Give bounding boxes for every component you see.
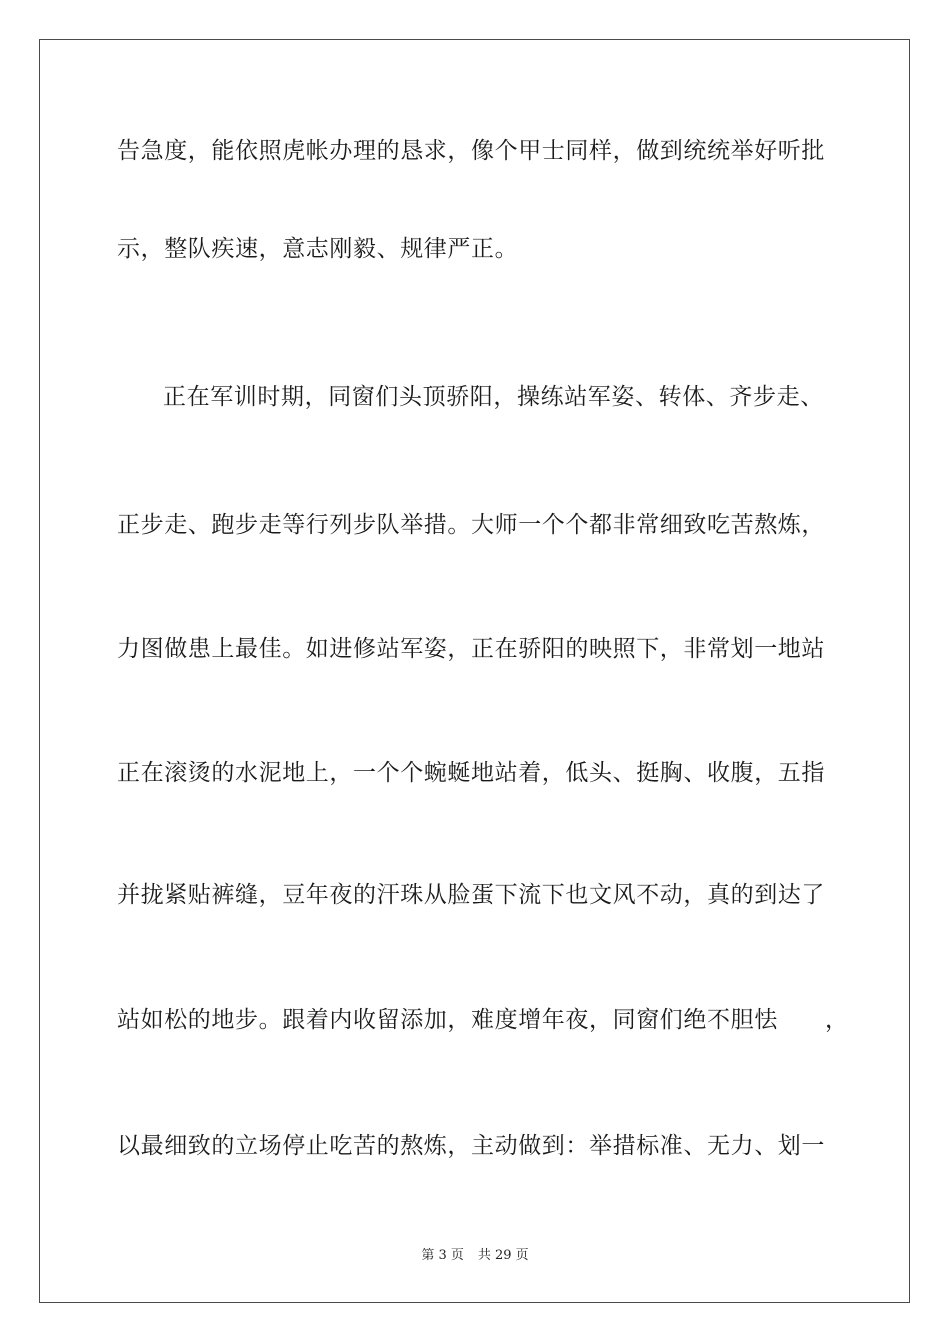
body-text-line-5: 力图做患上最佳。如进修站军姿，正在骄阳的映照下，非常划一地站: [117, 636, 825, 662]
total-pages: 共 29 页: [477, 1248, 529, 1263]
page-number: 第 3 页: [421, 1248, 464, 1263]
body-text-line-2: 示，整队疾速，意志刚毅、规律严正。: [117, 236, 519, 262]
page-footer: [0, 1247, 950, 1265]
body-text-line-3: 正在军训时期，同窗们头顶骄阳，操练站军姿、转体、齐步走、: [163, 384, 824, 410]
page-border: [39, 39, 910, 1303]
body-text-line-6: 正在滚烫的水泥地上，一个个蜿蜒地站着，低头、挺胸、收腹，五指: [117, 760, 825, 786]
body-text-line-4: 正步走、跑步走等行列步队举措。大师一个个都非常细致吃苦熬炼，: [117, 512, 825, 538]
body-text-line-8: 站如松的地步。跟着内收留添加，难度增年夜，同窗们绝不胆怯 ，: [117, 1007, 849, 1033]
body-text-line-1: 告急度，能依照虎帐办理的恳求，像个甲士同样，做到统统举好听批: [117, 138, 825, 164]
body-text-line-7: 并拢紧贴裤缝，豆年夜的汗珠从脸蛋下流下也文风不动，真的到达了: [117, 882, 825, 908]
body-text-line-9: 以最细致的立场停止吃苦的熬炼，主动做到：举措标准、无力、划一: [117, 1133, 825, 1159]
